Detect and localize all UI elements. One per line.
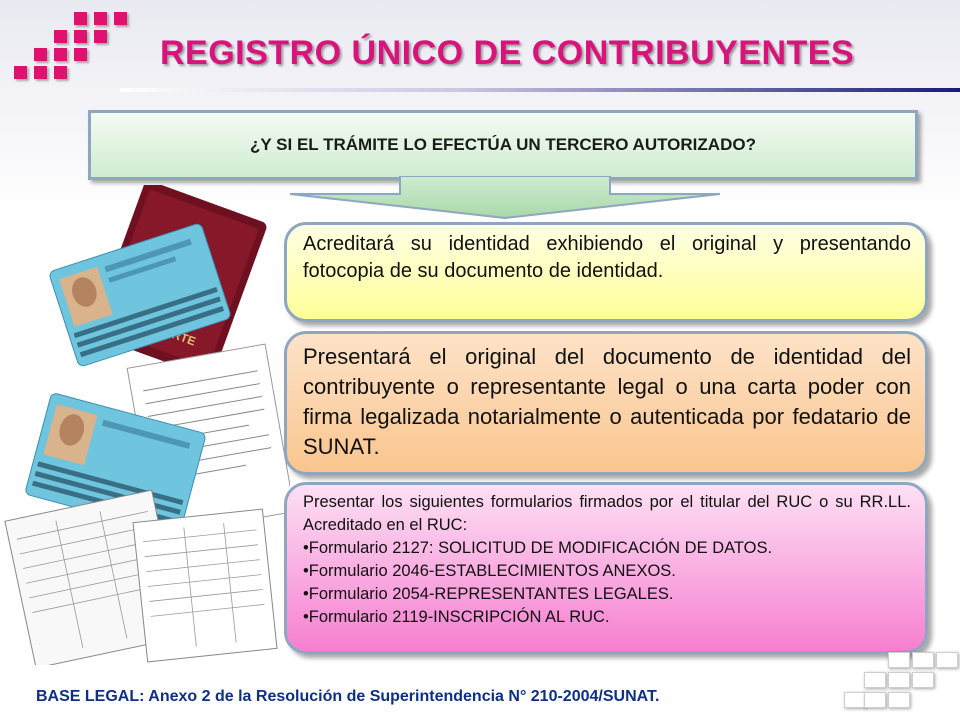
document-text: Presentará el original del documento de identidad del contribuyente o representante legal o una carta poder con firma legalizada notarialmente o autenticada por fedatario de SUNAT. [303, 344, 911, 459]
form-item: •Formulario 2127: SOLICITUD DE MODIFICACIÓN DE DATOS. [303, 539, 773, 557]
legal-basis-footer: BASE LEGAL: Anexo 2 de la Resolución de Superintendencia N° 210-2004/SUNAT. [36, 688, 660, 705]
form-item: •Formulario 2119-INSCRIPCIÓN AL RUC. [303, 608, 610, 626]
header-divider [120, 88, 960, 92]
documents-illustration [0, 185, 290, 665]
down-arrow-icon [290, 176, 720, 220]
identity-text: Acreditará su identidad exhibiendo el original y presentando fotocopia de su documento de identidad. [303, 233, 911, 282]
forms-intro: Presentar los siguientes formularios firmados por el titular del RUC o su RR.LL. Acreditado en el RUC: [303, 493, 911, 534]
logo-squares-icon [12, 10, 122, 80]
forms-box [284, 482, 928, 654]
document-box [284, 331, 928, 475]
identity-box [284, 222, 928, 322]
form-item: •Formulario 2054-REPRESENTANTES LEGALES. [303, 585, 674, 603]
page-title: REGISTRO ÚNICO DE CONTRIBUYENTES [160, 34, 855, 72]
forms-stack-image [5, 490, 277, 665]
banner-question: ¿Y SI EL TRÁMITE LO EFECTÚA UN TERCERO AUTORIZADO? [250, 135, 756, 154]
form-item: •Formulario 2046-ESTABLECIMIENTOS ANEXOS. [303, 562, 676, 580]
decorative-squares-icon [842, 650, 960, 720]
question-banner [88, 110, 918, 180]
